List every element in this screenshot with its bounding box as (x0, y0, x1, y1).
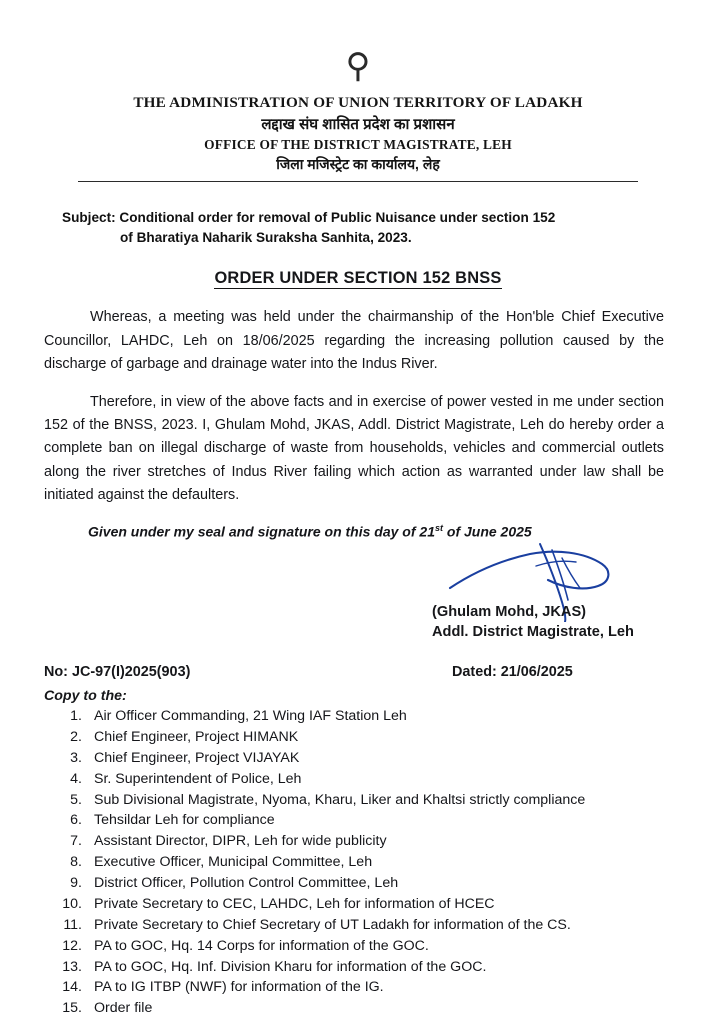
list-item: Chief Engineer, Project HIMANK (94, 728, 299, 745)
national-emblem-icon: ⚲ (345, 47, 371, 85)
list-item: Sr. Superintendent of Police, Leh (94, 770, 302, 787)
subject-line-1: Conditional order for removal of Public Nuisance under section 152 (119, 210, 556, 225)
list-item: Chief Engineer, Project VIJAYAK (94, 749, 300, 766)
list-item: Executive Officer, Municipal Committee, Leh (94, 854, 373, 871)
list-item: Assistant Director, DIPR, Leh for wide publicity (94, 833, 387, 850)
list-item: Sub Divisional Magistrate, Nyoma, Kharu, Liker and Khaltsi strictly compliance (94, 791, 586, 808)
reference-row (0, 664, 716, 686)
list-item: PA to IG ITBP (NWF) for information of the IG. (94, 979, 384, 996)
letterhead-line-4: जिला मजिस्ट्रेट का कार्यालय, लेह (276, 156, 440, 172)
subject-block (62, 208, 672, 247)
letterhead-line-3: OFFICE OF THE DISTRICT MAGISTRATE, LEH (204, 137, 512, 152)
list-item: Private Secretary to Chief Secretary of UT Ladakh for information of the CS. (94, 916, 571, 933)
reference-date: Dated: 21/06/2025 (452, 664, 573, 681)
signature-area (44, 542, 664, 641)
emblem-container (0, 0, 716, 90)
list-item: Private Secretary to CEC, LAHDC, Leh for information of HCEC (94, 895, 495, 912)
given-prefix: Given under my seal and signature on this day of 21 (88, 524, 435, 541)
paragraph-whereas: Whereas, a meeting was held under the chairmanship of the Hon'ble Chief Executive Councillor, LAHDC, Leh on 18/06/2025 regarding the increasing pollution caused by the discharge of garbage and drainage water into the Indus River. (44, 309, 664, 373)
copy-to-label: Copy to the: (44, 688, 127, 705)
given-suffix: of June 2025 (443, 524, 532, 541)
signatory-name: (Ghulam Mohd, JKAS) (432, 604, 587, 621)
document-body (44, 306, 664, 641)
letterhead-line-2: लद्दाख संघ शासित प्रदेश का प्रशासन (261, 116, 455, 133)
list-item: District Officer, Pollution Control Committee, Leh (94, 875, 399, 892)
header-divider (78, 181, 638, 182)
subject-line-2: of Bharatiya Naharik Suraksha Sanhita, 2023. (120, 229, 412, 245)
letterhead (0, 94, 716, 182)
paragraph-therefore: Therefore, in view of the above facts and in exercise of power vested in me under section 152 of the BNSS, 2023. I, Ghulam Mohd, JKAS, Addl. District Magistrate, Leh do hereby order a complete ban on illegal discharge of waste from households, vehicles and commercial outlets along the river stretches of Indus River failing which action as warranted under law shall be initiated against the defaulters. (44, 393, 664, 504)
reference-number: No: JC-97(I)2025(903) (44, 664, 191, 681)
letterhead-line-1: THE ADMINISTRATION OF UNION TERRITORY OF LADAKH (133, 94, 583, 111)
copy-to-list (0, 706, 716, 1019)
list-item: PA to GOC, Hq. Inf. Division Kharu for information of the GOC. (94, 958, 487, 975)
order-title-text: ORDER UNDER SECTION 152 BNSS (214, 269, 502, 288)
page-title (0, 269, 716, 288)
given-ordinal-suffix: st (434, 523, 443, 534)
list-item: Tehsildar Leh for compliance (94, 812, 275, 829)
signatory-designation: Addl. District Magistrate, Leh (432, 624, 634, 641)
subject-label: Subject: (62, 210, 116, 225)
list-item: Order file (94, 1000, 153, 1017)
list-item: PA to GOC, Hq. 14 Corps for information of the GOC. (94, 937, 429, 954)
list-item: Air Officer Commanding, 21 Wing IAF Station Leh (94, 708, 407, 725)
